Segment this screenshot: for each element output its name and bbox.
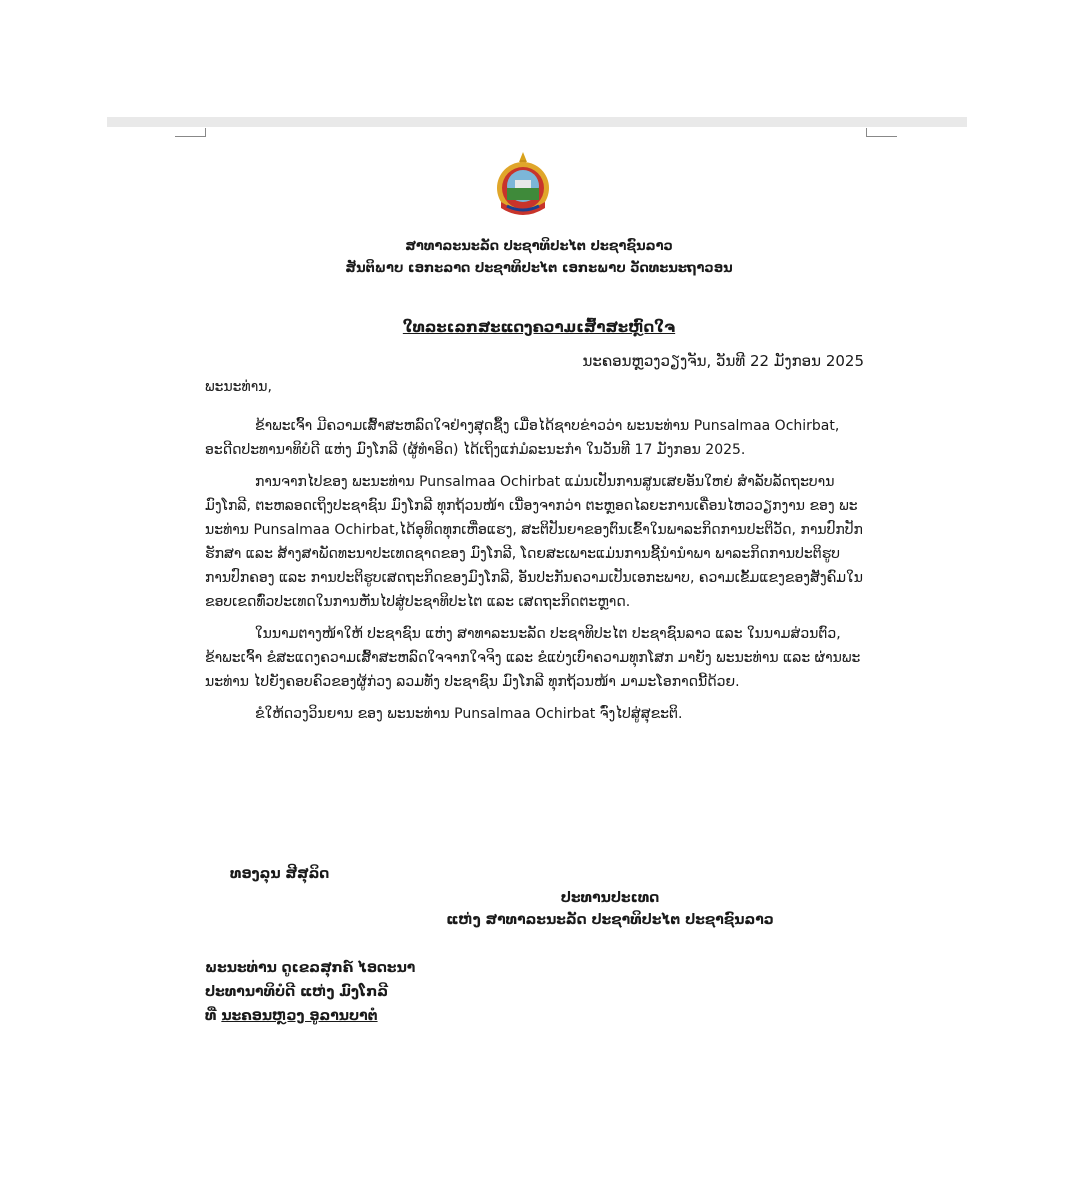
national-motto: ສັນຕິພາບ ເອກະລາດ ປະຊາທິປະໄຕ ເອກະພາບ ວັດທະນະຖາວອນ (345, 261, 733, 276)
recipient-name: ພະນະທ່ານ ດູເຂລສຸກຄ໌ ໄອດະນາ (205, 960, 416, 976)
signer-title-line-2: ແຫ່ງ ສາທາລະນະລັດ ປະຊາທິປະໄຕ ປະຊາຊົນລາວ (446, 912, 774, 928)
paragraph-3: ໃນນາມຕາງໜ້າໃຫ້ ປະຊາຊົນ ແຫ່ງ ສາທາລະນະລັດ ປະຊາທິປະໄຕ ປະຊາຊົນລາວ ແລະ ໃນນາມສ່ວນຕົວ, ຂ້າພະເຈົ້າ ຂໍສະແດງຄວາມເສົ້າສະຫລົດໃຈຈາກໃຈຈິງ ແລະ ຂໍແບ່ງເບົາຄວາມທຸກໂສກ ມາຍັງ ພະນະທ່ານ ແລະ ຜ່ານພະນະທ່ານ ໄປຍັງຄອບຄົວຂອງຜູ້ກ່ວງ ລວມທັງ ປະຊາຊົນ ມົງໂກລີ ທຸກຖ້ວນໜ້າ ມາມະໂອກາດນີ້ດ້ວຍ. (205, 626, 861, 690)
letter-date: ນະຄອນຫຼວງວຽງຈັນ, ວັນທີ 22 ມັງກອນ 2025 (582, 352, 864, 370)
paragraph-2: ການຈາກໄປຂອງ ພະນະທ່ານ Punsalmaa Ochirbat ແມ່ນເປັນການສູນເສຍອັນໃຫຍ່ ສໍາລັບລັດຖະບານມົງໂກລີ, ຕະຫລອດເຖິງປະຊາຊົນ ມົງໂກລີ ທຸກຖ້ວນໜ້າ ເນື່ອງຈາກວ່າ ຕະຫຼອດໄລຍະການເຄື່ອນໄຫວວຽກງານ ຂອງ ພະນະທ່ານ Punsalmaa Ochirbat,ໄດ້ອຸທິດທຸກເຫື່ອແຮງ, ສະຕິປັນຍາຂອງຕົນເຂົ້າໃນພາລະກິດການປະຕິວັດ, ການປົກປັກຮັກສາ ແລະ ສ້າງສາພັດທະນາປະເທດຊາດຂອງ ມົງໂກລີ, ໂດຍສະເພາະແມ່ນການຊີ້ນໍານໍາພາ ພາລະກິດການປະຕິຮູບການປົກຄອງ ແລະ ການປະຕິຮູບເສດຖະກິດຂອງມົງໂກລີ, ອັນປະກັນຄວາມເປັນເອກະພາບ, ຄວາມເຂັ້ມແຂງຂອງສັງຄົມໃນຂອບເຂດທົ່ວປະເທດໃນການຫັນໄປສູ່ປະຊາທິປະໄຕ ແລະ ເສດຖະກິດຕະຫຼາດ. (205, 474, 863, 610)
nation-name: ສາທາລະນະລັດ ປະຊາທິປະໄຕ ປະຊາຊົນລາວ (405, 239, 673, 254)
page-top-edge (107, 117, 967, 127)
recipient-address (205, 1008, 378, 1024)
salutation: ພະນະທ່ານ, (205, 379, 272, 395)
signer-name: ທອງລຸນ ສີສຸລິດ (230, 866, 330, 882)
letter-title: ໃທລະເລກສະແດງຄວາມເສົ້າສະຫຼົດໃຈ (402, 318, 676, 336)
recipient-title: ປະທານາທິບໍດີ ແຫ່ງ ມົງໂກລີ (205, 984, 389, 1000)
paragraph-1: ຂ້າພະເຈົ້າ ມີຄວາມເສົ້າສະຫລົດໃຈຢ່າງສຸດຊຶ້ງ ເມື່ອໄດ້ຊາບຂ່າວວ່າ ພະນະທ່ານ Punsalmaa Ochirbat, ອະດີດປະທານາທິບໍດີ ແຫ່ງ ມົງໂກລີ (ຜູ້ທໍາອິດ) ໄດ້ເຖິງແກ່ມໍລະນະກໍາ ໃນວັນທີ 17 ມັງກອນ 2025. (205, 418, 840, 458)
signer-title-line-1: ປະທານປະເທດ (560, 890, 660, 906)
margin-marker-right (866, 128, 897, 137)
recipient-address-place: ນະຄອນຫຼວງ ອູລານບາຕໍ (221, 1008, 378, 1024)
paragraph-4: ຂໍໃຫ້ດວງວິນຍານ ຂອງ ພະນະທ່ານ Punsalmaa Ochirbat ຈົ່ງໄປສູ່ສຸຂະຕິ. (255, 706, 683, 722)
margin-marker-left (175, 128, 206, 137)
letter-body (205, 414, 865, 734)
lao-national-emblem-icon (493, 146, 553, 226)
recipient-address-prefix: ທີ່ (205, 1008, 217, 1024)
